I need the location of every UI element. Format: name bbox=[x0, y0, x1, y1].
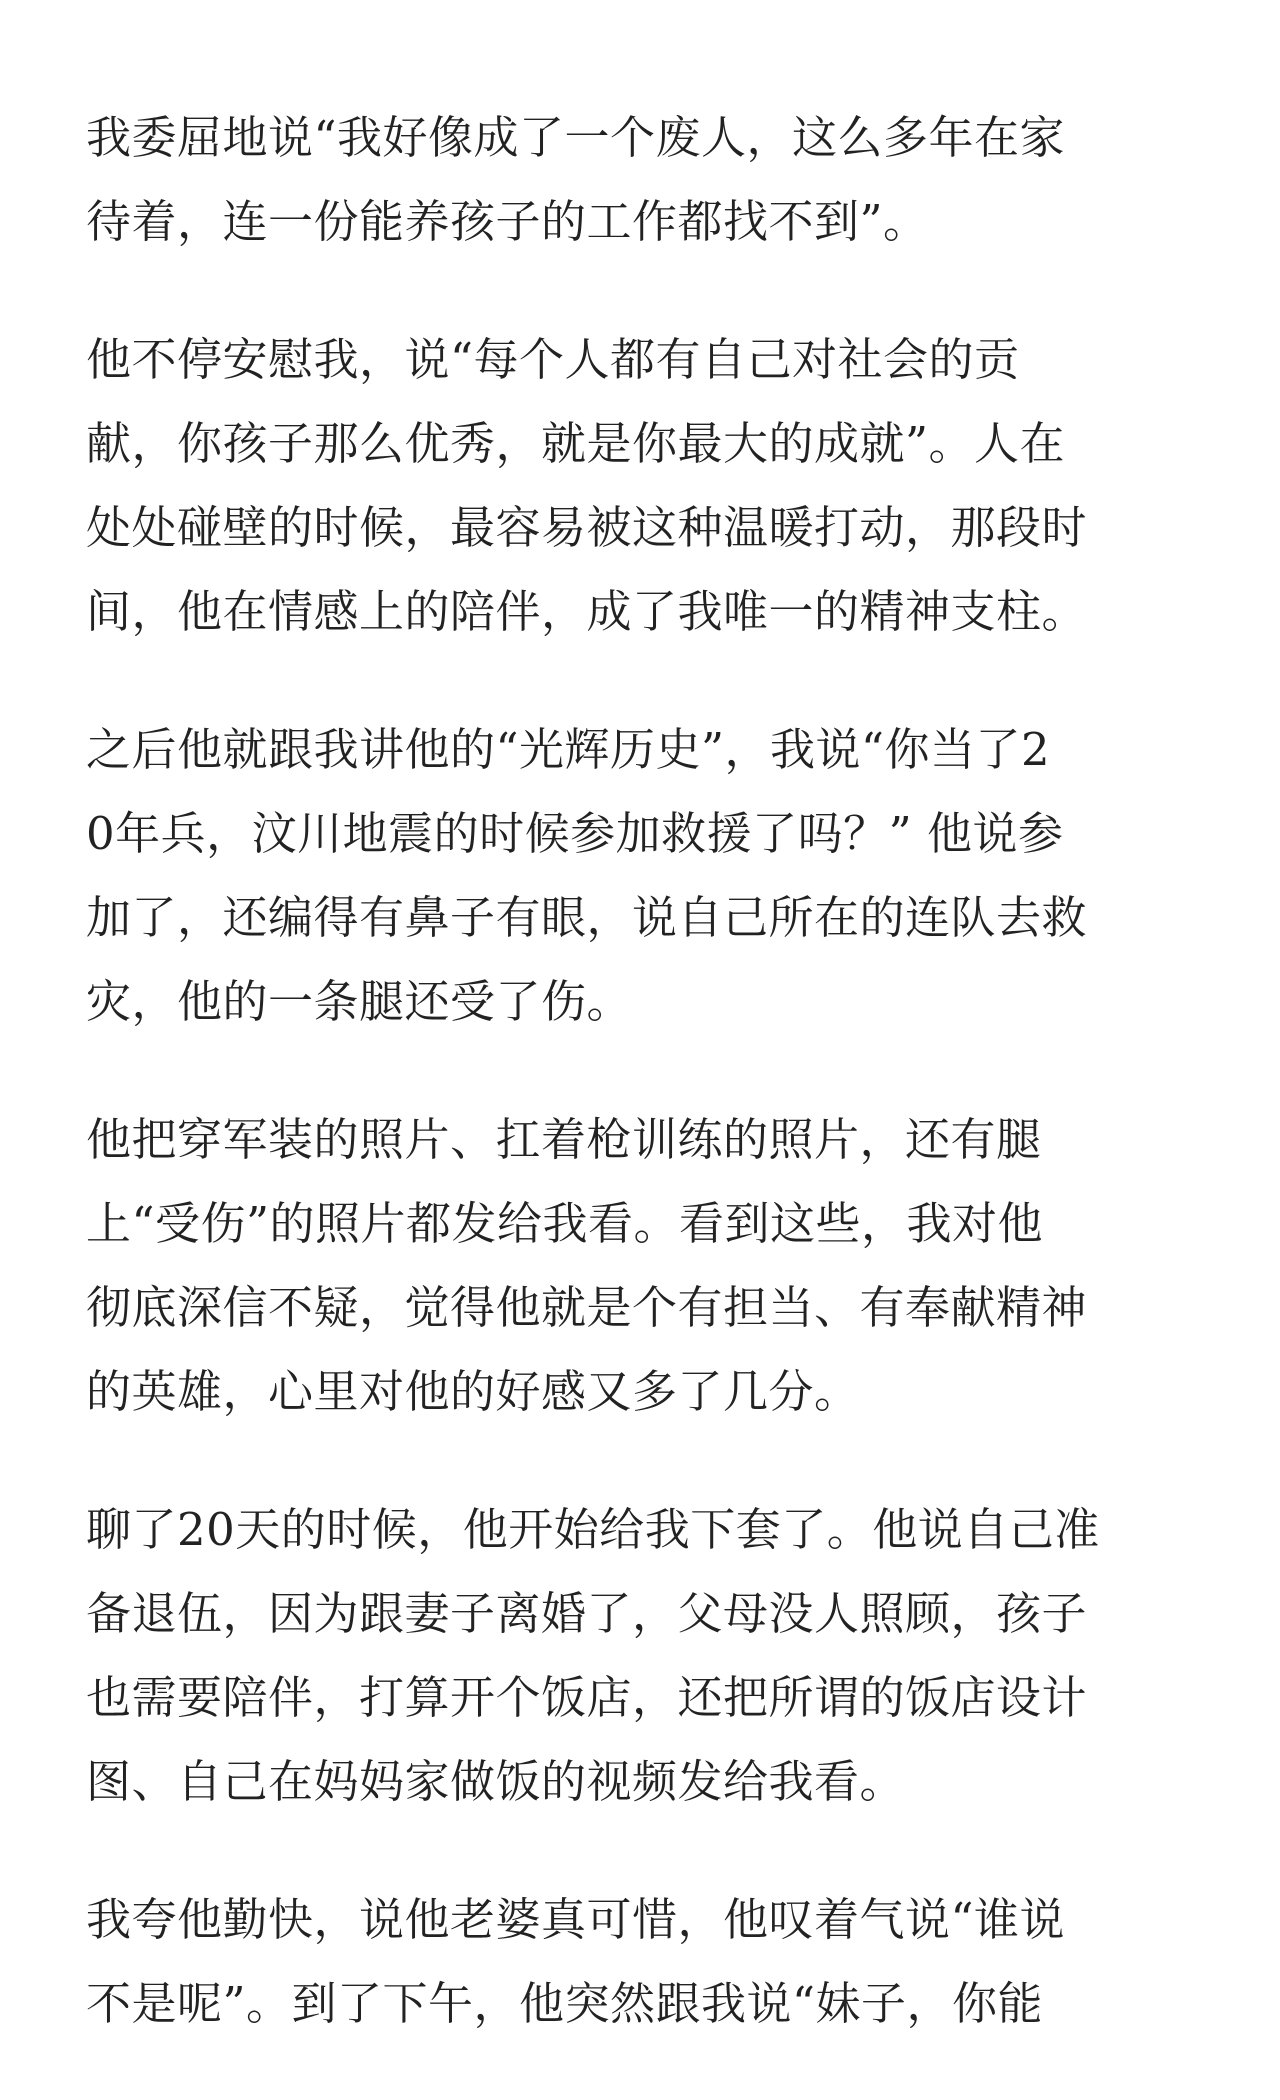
text-line: 献，你孩子那么优秀，就是你最大的成就”。人在 bbox=[86, 417, 1066, 470]
text-line: 加了，还编得有鼻子有眼，说自己所在的连队去救 bbox=[86, 891, 1088, 944]
text-line: 不是呢”。到了下午，他突然跟我说“妹子，你能 bbox=[86, 1977, 1044, 2030]
text-line: 图、自己在妈妈家做饭的视频发给我看。 bbox=[86, 1755, 906, 1808]
text-line: 间，他在情感上的陪伴，成了我唯一的精神支柱。 bbox=[86, 585, 1088, 638]
text-line: 待着，连一份能养孩子的工作都找不到”。 bbox=[86, 195, 929, 248]
text-line: 0年兵，汶川地震的时候参加救援了吗？” 他说参 bbox=[86, 807, 1064, 860]
paragraph-2 bbox=[86, 318, 1196, 654]
text-line: 我夸他勤快，说他老婆真可惜，他叹着气说“谁说 bbox=[86, 1893, 1066, 1946]
article-body bbox=[86, 96, 1196, 2100]
text-line: 之后他就跟我讲他的“光辉历史”，我说“你当了2 bbox=[86, 723, 1051, 776]
text-line: 他不停安慰我，说“每个人都有自己对社会的贡 bbox=[86, 333, 1020, 386]
text-line: 上“受伤”的照片都发给我看。看到这些，我对他 bbox=[86, 1197, 1044, 1250]
text-line: 彻底深信不疑，觉得他就是个有担当、有奉献精神 bbox=[86, 1281, 1088, 1334]
text-line: 他把穿军装的照片、扛着枪训练的照片，还有腿 bbox=[86, 1113, 1042, 1166]
paragraph-4 bbox=[86, 1098, 1196, 1434]
text-line: 的英雄，心里对他的好感又多了几分。 bbox=[86, 1365, 860, 1418]
paragraph-1 bbox=[86, 96, 1196, 264]
paragraph-5 bbox=[86, 1488, 1196, 1824]
text-line: 我委屈地说“我好像成了一个废人，这么多年在家 bbox=[86, 111, 1066, 164]
text-line: 聊了20天的时候，他开始给我下套了。他说自己准 bbox=[86, 1503, 1100, 1556]
text-line: 备退伍，因为跟妻子离婚了，父母没人照顾，孩子 bbox=[86, 1587, 1088, 1640]
paragraph-6 bbox=[86, 1878, 1196, 2046]
text-line: 灾，他的一条腿还受了伤。 bbox=[86, 975, 633, 1028]
text-line: 也需要陪伴，打算开个饭店，还把所谓的饭店设计 bbox=[86, 1671, 1088, 1724]
text-line: 处处碰壁的时候，最容易被这种温暖打动，那段时 bbox=[86, 501, 1088, 554]
paragraph-3 bbox=[86, 708, 1196, 1044]
